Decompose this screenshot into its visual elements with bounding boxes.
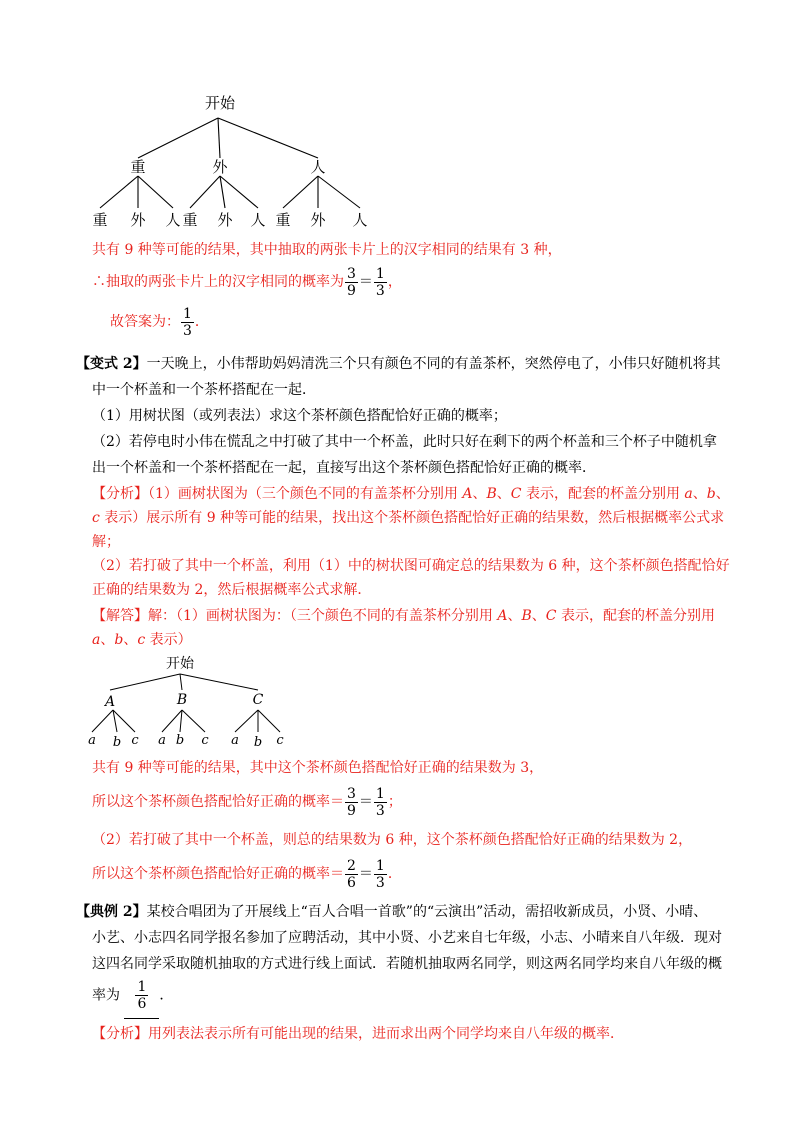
solution2-line3: （2）若打破了其中一个杯盖，则总的结果数为 6 种，这个茶杯颜色搭配恰好正确的结果数为 2， <box>92 832 693 848</box>
tree2-node: C <box>252 692 264 708</box>
tree1-leaf: 重 <box>92 211 108 229</box>
tree1-node: 人 <box>310 158 326 176</box>
variant2-question1: （1）用树状图（或列表法）求这个茶杯颜色搭配恰好正确的概率； <box>92 408 507 424</box>
variant2-line1: 【变式 2】一天晚上，小伟帮助妈妈清洗三个只有颜色不同的有盖茶杯，突然停电了，小伟只好随机将其 <box>76 356 721 372</box>
answer-blank <box>124 972 159 1019</box>
tree2-leaf: c <box>276 733 284 748</box>
tree1-leaf: 重 <box>182 211 198 229</box>
variant2-analysis2: c 表示）展示所有 9 种等可能的结果，找出这个茶杯颜色搭配恰好正确的结果数，然后根据概率公式求 <box>92 510 725 526</box>
tree1-root: 开始 <box>204 94 236 112</box>
tree2-leaf: a <box>158 733 166 748</box>
tree1-leaf: 外 <box>217 211 233 229</box>
variant2-line2: 中一个杯盖和一个茶杯搭配在一起． <box>92 382 316 398</box>
solution2-line1: 共有 9 种等可能的结果，其中这个茶杯颜色搭配恰好正确的结果数为 3， <box>92 760 544 776</box>
fraction: $\frac{1}{3}$ <box>375 857 385 891</box>
variant2-analysis3: 解； <box>92 534 120 550</box>
solution2-line4: 所以这个茶杯颜色搭配恰好正确的概率＝ $\frac{2}{6}$ ＝ $\frac{1}{3}$ ． <box>92 857 402 891</box>
fraction: $\frac{1}{3}$ <box>375 785 385 819</box>
variant2-analysis4: （2）若打破了其中一个杯盖，利用（1）中的树状图可确定总的结果数为 6 种，这个茶杯颜色搭配恰好 <box>92 558 730 574</box>
variant2-answer1: 【解答】解：（1）画树状图为：（三个颜色不同的有盖茶杯分别用 A、B、C 表示，配套的杯盖分别用 <box>92 608 715 624</box>
tree2-leaf: c <box>201 733 209 748</box>
fraction: $\frac{1}{3}$ <box>183 305 192 339</box>
variant2-analysis1: 【分析】（1）画树状图为（三个颜色不同的有盖茶杯分别用 A、B、C 表示，配套的杯盖分别用 a、b、 <box>92 486 730 502</box>
example2-tag: 【典例 2】 <box>76 904 147 920</box>
analysis-tag: 【分析】 <box>92 486 148 502</box>
example2-line3: 这四名同学采取随机抽取的方式进行线上面试．若随机抽取两名同学，则这两名同学均来自八年级的概 <box>92 956 722 972</box>
tree2-node: A <box>104 694 116 710</box>
tree2-root: 开始 <box>166 656 194 672</box>
tree2-leaf: a <box>231 733 239 748</box>
variant2-answer2: a、b、c 表示） <box>92 632 192 648</box>
tree1-leaf: 人 <box>250 211 266 229</box>
example2-analysis: 【分析】用列表法表示所有可能出现的结果，进而求出两个同学均来自八年级的概率． <box>92 1026 624 1042</box>
tree1-leaf: 人 <box>352 211 368 229</box>
tree2-leaf: b <box>112 735 122 750</box>
solution1-line2-text: ∴抽取的两张卡片上的汉字相同的概率为 <box>92 274 344 290</box>
tree1-node: 外 <box>212 158 228 176</box>
variant2-question2a: （2）若停电时小伟在慌乱之中打破了其中一个杯盖，此时只好在剩下的两个杯盖和三个杯子中随机拿 <box>92 434 717 450</box>
tree1-node: 重 <box>130 158 146 176</box>
analysis-tag: 【分析】 <box>92 1026 148 1042</box>
fraction: $\frac{3}{9}$ <box>347 265 356 299</box>
solution1-line2: ∴抽取的两张卡片上的汉字相同的概率为 $\frac{3}{9}$ ＝ $\frac{1}{3}$ ， <box>92 265 402 299</box>
fraction: $\frac{1}{6}$ <box>137 978 147 1012</box>
answer-tag: 【解答】 <box>92 608 148 624</box>
tree2-leaf: c <box>131 733 139 748</box>
tree-diagram-2 <box>80 652 310 752</box>
tree1-leaf: 外 <box>310 211 326 229</box>
tree1-leaf: 人 <box>165 211 181 229</box>
solution1-answer: 故答案为： $\frac{1}{3}$ ． <box>110 305 209 339</box>
tree2-leaf: b <box>175 733 185 748</box>
solution1-line1: 共有 9 种等可能的结果，其中抽取的两张卡片上的汉字相同的结果有 3 种， <box>92 242 562 258</box>
solution2-line2: 所以这个茶杯颜色搭配恰好正确的概率＝ $\frac{3}{9}$ ＝ $\frac{1}{3}$ ； <box>92 785 402 819</box>
variant2-tag: 【变式 2】 <box>76 356 147 372</box>
tree1-leaf: 重 <box>275 211 291 229</box>
fraction: $\frac{1}{3}$ <box>375 265 385 299</box>
tree2-node: B <box>176 692 188 708</box>
example2-line1: 【典例 2】某校合唱团为了开展线上“百人合唱一首歌”的“云演出”活动，需招收新成员，小贤、小晴、 <box>76 904 708 920</box>
example2-line2: 小艺、小志四名同学报名参加了应聘活动，其中小贤、小艺来自七年级，小志、小晴来自八年级．现对 <box>92 930 722 946</box>
tree-diagram-1 <box>80 90 380 235</box>
tree1-leaf: 外 <box>130 211 146 229</box>
tree2-leaf: a <box>88 733 96 748</box>
variant2-analysis5: 正确的结果数为 2，然后根据概率公式求解． <box>92 582 372 598</box>
variant2-question2b: 出一个杯盖和一个茶杯搭配在一起，直接写出这个茶杯颜色搭配恰好正确的概率． <box>92 460 596 476</box>
tree2-leaf: b <box>253 735 263 750</box>
example2-line4: 率为 $\frac{1}{6}$ ． <box>92 972 173 1019</box>
fraction: $\frac{3}{9}$ <box>347 785 356 819</box>
fraction: $\frac{2}{6}$ <box>347 857 356 891</box>
